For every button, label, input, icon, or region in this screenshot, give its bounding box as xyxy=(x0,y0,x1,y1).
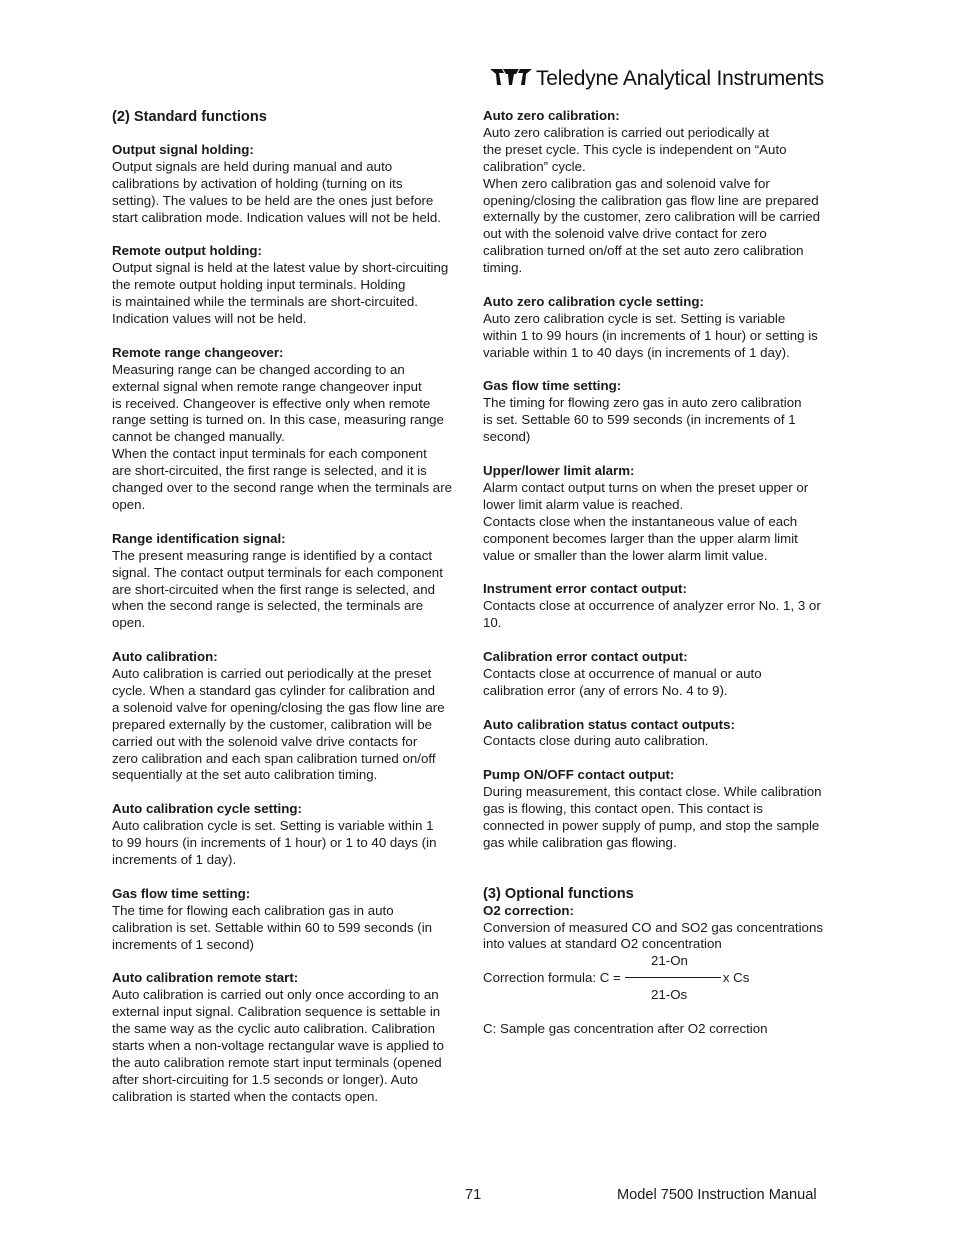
text-block xyxy=(112,970,474,1105)
text-block xyxy=(112,649,474,784)
text-block xyxy=(112,531,474,632)
block-text: The present measuring range is identified by a contact signal. The contact output terminals for each component are short-circuited when the first range is selected, and when the second range is selected, the terminals are open. xyxy=(112,547,443,631)
text-block xyxy=(112,345,474,514)
text-block xyxy=(483,294,847,362)
formula-numerator: 21-On xyxy=(651,953,688,969)
block-title: Pump ON/OFF contact output: xyxy=(483,767,675,783)
text-block xyxy=(483,581,847,632)
text-block xyxy=(483,649,847,700)
o2-correction-text: Conversion of measured CO and SO2 gas concentrations into values at standard O2 concentration xyxy=(483,919,823,952)
block-title: Auto calibration: xyxy=(112,649,218,665)
block-text: Output signal is held at the latest value by short-circuiting the remote output holding input terminals. Holding is maintained while the terminals are short-circuited. Indication values will not be held. xyxy=(112,260,449,327)
block-title: Gas flow time setting: xyxy=(483,378,622,394)
block-text: Output signals are held during manual and auto calibrations by activation of holding (turning on its setting). The values to be held are the ones just before start calibration mode. Indication values will not be held. xyxy=(112,158,441,225)
section-title-optional-functions: (3) Optional functions xyxy=(483,885,634,902)
block-text: Measuring range can be changed according to an external signal when remote range changeover input is received. Changeover is effective only when remote range setting is turned on. In this case, measuring range cannot be changed manually. When the contact input terminals for each component are short-circuited, the first range is selected, and it is changed over to the second range when the terminals are open. xyxy=(112,361,453,512)
text-block xyxy=(112,886,474,954)
text-block xyxy=(483,767,847,852)
brand-name: Teledyne Analytical Instruments xyxy=(536,67,824,90)
spacer xyxy=(483,869,847,885)
left-column xyxy=(112,108,474,1122)
block-text: Auto calibration cycle is set. Setting is variable within 1 to 99 hours (in increments of 1 hour) or 1 to 40 days (in increments of 1 day). xyxy=(112,818,437,867)
text-block xyxy=(483,378,847,446)
block-text: Auto calibration is carried out only once according to an external input signal. Calibration sequence is settable in the same way as the cyclic auto calibration. Calibration starts when a non-voltage rectangular wave is applied to the auto calibration remote start input terminals (opened after short-circuiting for 1.5 seconds or longer). Auto calibration is started when the contacts open. xyxy=(112,987,444,1104)
block-text: Contacts close at occurrence of analyzer error No. 1, 3 or 10. xyxy=(483,598,821,631)
left-blocks xyxy=(112,142,474,1106)
manual-title: Model 7500 Instruction Manual xyxy=(617,1187,817,1203)
correction-formula xyxy=(483,953,847,1004)
text-block xyxy=(112,243,474,328)
block-title: Calibration error contact output: xyxy=(483,648,688,664)
text-block xyxy=(483,108,847,277)
section-title-standard-functions: (2) Standard functions xyxy=(112,109,267,125)
block-text: Alarm contact output turns on when the preset upper or lower limit alarm value is reached. Contacts close when the instantaneous value of each component becomes larger than the upper alarm limit value or smaller than the lower alarm limit value. xyxy=(483,479,809,563)
formula-label: Correction formula: C = xyxy=(483,970,621,986)
block-text: Auto zero calibration cycle is set. Setting is variable within 1 to 99 hours (in increments of 1 hour) or setting is variable within 1 to 40 days (in increments of 1 day). xyxy=(483,310,818,360)
text-block xyxy=(483,717,847,751)
block-title: Remote range changeover: xyxy=(112,344,284,360)
block-title: Range identification signal: xyxy=(112,530,286,546)
text-block xyxy=(483,463,847,564)
text-block xyxy=(112,801,474,869)
formula-note: C: Sample gas concentration after O2 correction xyxy=(483,1021,768,1037)
block-text: Contacts close during auto calibration. xyxy=(483,733,709,749)
teledyne-logo-icon xyxy=(490,66,536,93)
block-text: During measurement, this contact close. While calibration gas is flowing, this contact open. This contact is connected in power supply of pump, and stop the sample gas while calibration gas flowing. xyxy=(483,784,822,850)
fraction-bar xyxy=(625,977,721,978)
brand-header xyxy=(490,64,824,94)
page-number: 71 xyxy=(465,1187,482,1203)
block-title: Auto zero calibration cycle setting: xyxy=(483,293,704,309)
block-title: Auto calibration status contact outputs: xyxy=(483,716,735,732)
formula-denominator: 21-Os xyxy=(651,987,688,1003)
block-title: Upper/lower limit alarm: xyxy=(483,462,635,478)
block-title: Instrument error contact output: xyxy=(483,581,687,597)
block-title: Auto zero calibration: xyxy=(483,108,620,123)
text-block xyxy=(112,142,474,227)
block-title: Auto calibration remote start: xyxy=(112,970,299,986)
spacer xyxy=(483,1004,847,1021)
block-text: Auto calibration is carried out periodically at the preset cycle. When a standard gas cylinder for calibration and a solenoid valve for opening/closing the gas flow line are prepared externally by the customer, calibration will be carried out with the solenoid valve drive contacts for zero calibration and each span calibration turned on/off sequentially at the set auto calibration timing. xyxy=(112,666,445,783)
formula-line xyxy=(483,970,749,987)
block-text: The timing for flowing zero gas in auto zero calibration is set. Settable 60 to 599 seconds (in increments of 1 second) xyxy=(483,395,802,445)
formula-suffix: x Cs xyxy=(722,970,750,986)
block-title: Gas flow time setting: xyxy=(112,885,251,901)
block-text: The time for flowing each calibration gas in auto calibration is set. Settable within 60 to 599 seconds (in increments of 1 second) xyxy=(112,902,433,952)
o2-correction-title: O2 correction: xyxy=(483,902,574,918)
block-title: Remote output holding: xyxy=(112,243,262,259)
right-column xyxy=(483,108,847,1038)
block-title: Auto calibration cycle setting: xyxy=(112,801,302,817)
right-blocks xyxy=(483,108,847,852)
block-text: Contacts close at occurrence of manual or auto calibration error (any of errors No. 4 to 9). xyxy=(483,665,762,698)
block-title: Output signal holding: xyxy=(112,142,254,157)
block-text: Auto zero calibration is carried out periodically at the preset cycle. This cycle is independent on “Auto calibration” cycle. When zero calibration gas and solenoid valve for opening/closing the calibration gas flow line are prepared externally by the customer, zero calibration will be carried out with the solenoid valve drive contact for zero calibration turned on/off at the set auto zero calibration timing. xyxy=(483,124,821,276)
